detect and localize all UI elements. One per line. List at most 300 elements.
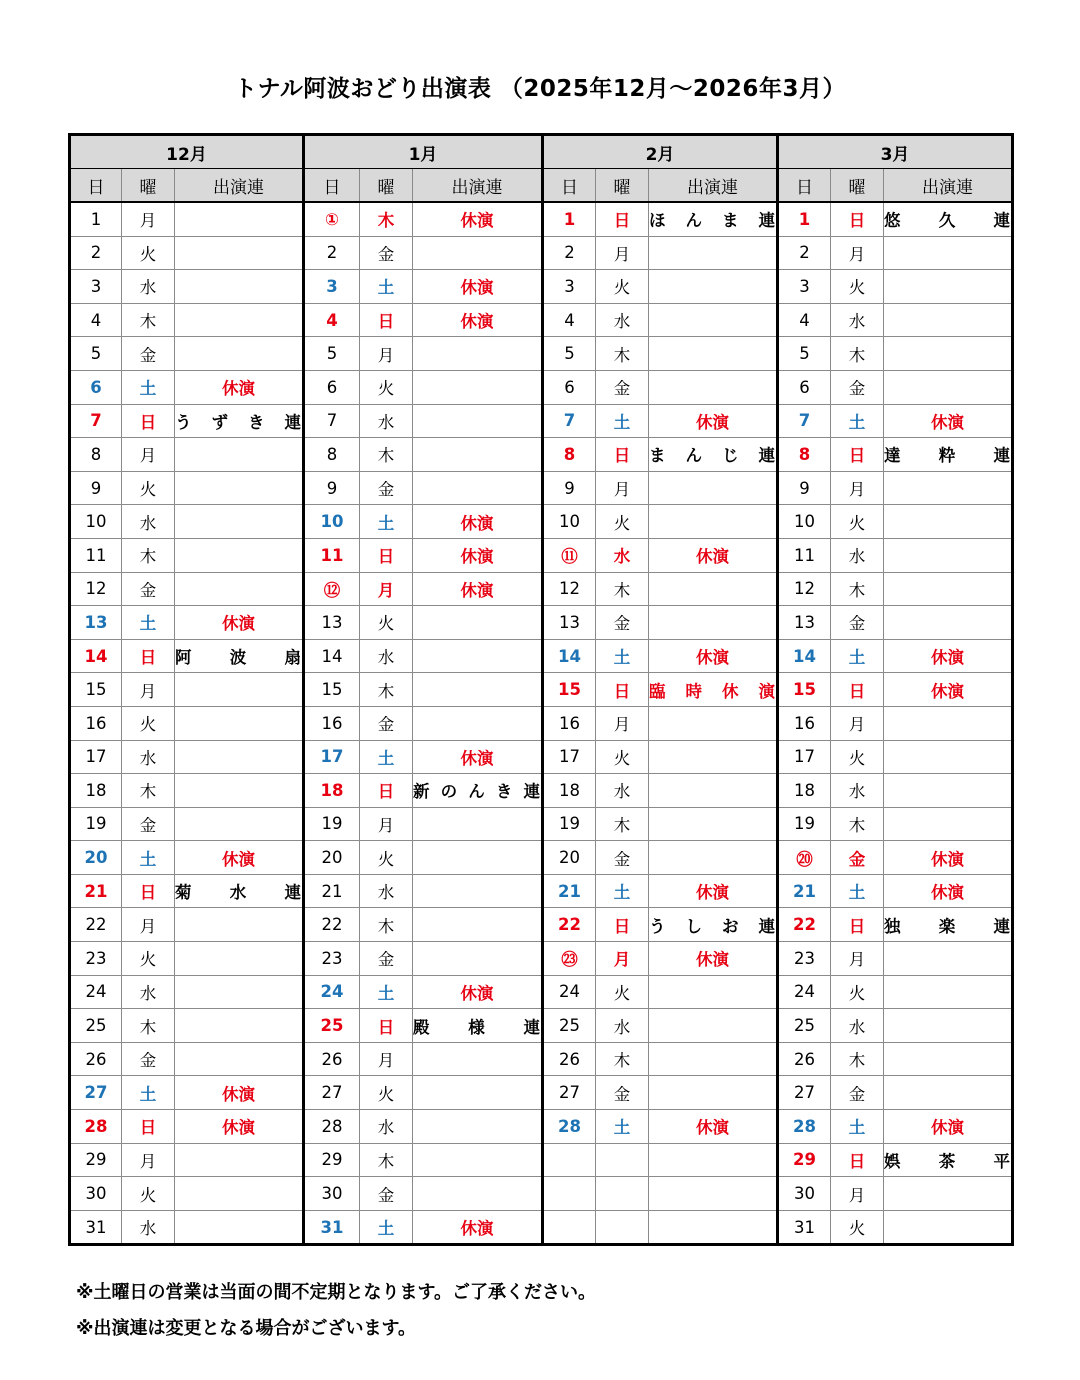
performer-cell — [649, 706, 778, 740]
weekday-cell: 木 — [596, 572, 649, 606]
performer-cell — [175, 202, 304, 236]
performer-cell: 休演 — [413, 1210, 543, 1245]
performer-cell — [649, 1210, 778, 1245]
weekday-header: 曜 — [360, 169, 413, 203]
performer-cell: 臨時休演 — [649, 673, 778, 707]
performer-cell — [649, 370, 778, 404]
weekday-cell: 金 — [360, 1177, 413, 1211]
day-cell: 17 — [70, 740, 122, 774]
day-cell: 5 — [70, 337, 122, 371]
weekday-cell: 金 — [360, 706, 413, 740]
day-cell: 4 — [304, 303, 360, 337]
day-cell: 5 — [304, 337, 360, 371]
performer-cell — [175, 706, 304, 740]
performer-cell: 達粋連 — [884, 438, 1013, 472]
column-header-row — [70, 169, 1013, 203]
weekday-cell: 月 — [831, 942, 884, 976]
weekday-cell — [596, 1177, 649, 1211]
month-label: 2月 — [543, 135, 778, 169]
weekday-cell: 火 — [831, 1210, 884, 1245]
performer-cell — [175, 572, 304, 606]
weekday-cell: 金 — [831, 370, 884, 404]
weekday-cell: 木 — [596, 807, 649, 841]
weekday-cell: 金 — [596, 1076, 649, 1110]
day-cell: 12 — [70, 572, 122, 606]
performer-header: 出演連 — [884, 169, 1013, 203]
day-cell: 25 — [70, 1009, 122, 1043]
performer-cell — [649, 606, 778, 640]
day-cell: 9 — [70, 471, 122, 505]
performer-cell — [413, 673, 543, 707]
day-cell: 9 — [778, 471, 831, 505]
weekday-cell: 木 — [596, 337, 649, 371]
day-cell: 25 — [778, 1009, 831, 1043]
day-cell: ① — [304, 202, 360, 236]
performer-cell: 休演 — [413, 202, 543, 236]
performer-cell — [649, 1009, 778, 1043]
performer-cell — [884, 740, 1013, 774]
weekday-cell: 土 — [596, 874, 649, 908]
day-cell: 27 — [70, 1076, 122, 1110]
weekday-cell: 月 — [122, 908, 175, 942]
day-cell: 15 — [70, 673, 122, 707]
day-cell: 13 — [304, 606, 360, 640]
day-cell: 15 — [543, 673, 596, 707]
weekday-cell: 水 — [360, 404, 413, 438]
performer-cell — [884, 572, 1013, 606]
day-cell: 8 — [70, 438, 122, 472]
day-cell: 3 — [543, 270, 596, 304]
weekday-cell: 日 — [831, 908, 884, 942]
day-cell: 15 — [304, 673, 360, 707]
performer-cell — [175, 1177, 304, 1211]
weekday-cell: 日 — [360, 774, 413, 808]
performer-cell — [413, 807, 543, 841]
performer-cell: 休演 — [649, 942, 778, 976]
performer-cell — [413, 1042, 543, 1076]
day-cell: 28 — [778, 1110, 831, 1144]
weekday-header: 曜 — [831, 169, 884, 203]
table-row — [70, 337, 1013, 371]
performer-cell — [649, 740, 778, 774]
day-cell: 25 — [304, 1009, 360, 1043]
day-cell: 29 — [778, 1143, 831, 1177]
day-cell: 11 — [304, 538, 360, 572]
day-cell: 22 — [543, 908, 596, 942]
weekday-cell: 火 — [831, 975, 884, 1009]
day-cell: 3 — [70, 270, 122, 304]
weekday-cell: 月 — [122, 673, 175, 707]
day-cell: 31 — [304, 1210, 360, 1245]
weekday-cell: 日 — [831, 1143, 884, 1177]
performer-cell: 休演 — [649, 639, 778, 673]
weekday-cell: 土 — [831, 874, 884, 908]
day-cell: 4 — [778, 303, 831, 337]
performer-cell — [413, 1143, 543, 1177]
day-cell: 14 — [304, 639, 360, 673]
day-cell: 23 — [304, 942, 360, 976]
performer-cell — [175, 1009, 304, 1043]
performer-cell: 休演 — [413, 538, 543, 572]
performer-cell — [884, 1042, 1013, 1076]
weekday-cell: 月 — [122, 202, 175, 236]
weekday-cell: 土 — [360, 1210, 413, 1245]
weekday-cell: 土 — [122, 606, 175, 640]
day-cell: 21 — [70, 874, 122, 908]
weekday-cell: 水 — [596, 303, 649, 337]
weekday-cell: 水 — [831, 303, 884, 337]
performer-cell: ほんま連 — [649, 202, 778, 236]
performer-cell — [413, 639, 543, 673]
weekday-cell: 木 — [360, 673, 413, 707]
table-row — [70, 236, 1013, 270]
day-cell: 11 — [778, 538, 831, 572]
weekday-cell: 木 — [360, 908, 413, 942]
weekday-cell: 土 — [360, 975, 413, 1009]
month-label: 12月 — [70, 135, 304, 169]
day-cell: 8 — [778, 438, 831, 472]
weekday-cell: 木 — [122, 303, 175, 337]
day-cell: 4 — [70, 303, 122, 337]
schedule-body — [70, 202, 1013, 1245]
performer-cell: うずき連 — [175, 404, 304, 438]
day-cell: 30 — [70, 1177, 122, 1211]
day-cell: 1 — [778, 202, 831, 236]
day-cell: 2 — [70, 236, 122, 270]
performer-cell — [413, 236, 543, 270]
performer-cell: 悠久連 — [884, 202, 1013, 236]
day-cell: 6 — [778, 370, 831, 404]
performer-cell: 休演 — [649, 404, 778, 438]
weekday-cell: 水 — [122, 505, 175, 539]
day-cell: 5 — [778, 337, 831, 371]
performer-cell — [175, 1210, 304, 1245]
weekday-cell: 火 — [596, 270, 649, 304]
performer-cell — [175, 774, 304, 808]
weekday-cell: 土 — [831, 1110, 884, 1144]
weekday-cell: 火 — [831, 505, 884, 539]
note-changes: ※出演連は変更となる場合がございます。 — [76, 1318, 417, 1339]
weekday-cell: 水 — [831, 538, 884, 572]
performer-cell: 休演 — [175, 1110, 304, 1144]
day-cell: 24 — [778, 975, 831, 1009]
weekday-cell: 木 — [360, 202, 413, 236]
notes — [76, 1278, 596, 1350]
day-cell: 18 — [543, 774, 596, 808]
month-header-row — [70, 135, 1013, 169]
weekday-cell: 火 — [596, 975, 649, 1009]
performer-cell: 休演 — [884, 404, 1013, 438]
performer-cell — [649, 337, 778, 371]
performer-cell — [649, 807, 778, 841]
day-cell: 10 — [543, 505, 596, 539]
performer-cell: 休演 — [884, 874, 1013, 908]
weekday-cell: 木 — [360, 438, 413, 472]
performer-cell — [413, 606, 543, 640]
performer-header: 出演連 — [413, 169, 543, 203]
performer-cell — [884, 505, 1013, 539]
performer-cell — [884, 1076, 1013, 1110]
performer-cell: 休演 — [413, 303, 543, 337]
weekday-cell: 火 — [596, 740, 649, 774]
day-cell: 26 — [304, 1042, 360, 1076]
weekday-cell: 日 — [122, 1110, 175, 1144]
day-cell: 17 — [778, 740, 831, 774]
performer-cell — [175, 1042, 304, 1076]
weekday-cell: 日 — [831, 438, 884, 472]
weekday-cell: 土 — [122, 370, 175, 404]
weekday-cell: 土 — [596, 404, 649, 438]
weekday-cell: 水 — [122, 740, 175, 774]
performer-cell — [413, 471, 543, 505]
table-row — [70, 471, 1013, 505]
day-cell: ⑫ — [304, 572, 360, 606]
day-cell: 19 — [304, 807, 360, 841]
day-cell: 29 — [70, 1143, 122, 1177]
weekday-cell: 火 — [360, 1076, 413, 1110]
table-row — [70, 270, 1013, 304]
performer-cell — [884, 942, 1013, 976]
performer-cell: 休演 — [413, 572, 543, 606]
day-cell: 6 — [70, 370, 122, 404]
day-cell: 3 — [778, 270, 831, 304]
day-cell: 3 — [304, 270, 360, 304]
day-cell: 31 — [778, 1210, 831, 1245]
month-label: 3月 — [778, 135, 1013, 169]
day-cell: 6 — [304, 370, 360, 404]
day-cell: 18 — [778, 774, 831, 808]
performer-cell — [413, 841, 543, 875]
day-cell: 24 — [304, 975, 360, 1009]
table-row — [70, 505, 1013, 539]
schedule-table — [68, 133, 1014, 1246]
day-cell: 28 — [70, 1110, 122, 1144]
day-cell: 18 — [70, 774, 122, 808]
performer-header: 出演連 — [649, 169, 778, 203]
weekday-cell: 金 — [831, 606, 884, 640]
weekday-cell: 水 — [122, 1210, 175, 1245]
performer-cell — [884, 1177, 1013, 1211]
day-cell: 21 — [543, 874, 596, 908]
weekday-cell: 月 — [360, 807, 413, 841]
weekday-cell: 月 — [360, 1042, 413, 1076]
weekday-cell: 金 — [360, 942, 413, 976]
day-cell: 28 — [543, 1110, 596, 1144]
day-cell: 2 — [304, 236, 360, 270]
weekday-cell: 金 — [831, 1076, 884, 1110]
performer-cell — [649, 236, 778, 270]
performer-cell: 休演 — [649, 538, 778, 572]
performer-cell — [649, 505, 778, 539]
day-cell: 18 — [304, 774, 360, 808]
day-cell: ⑪ — [543, 538, 596, 572]
performer-cell — [649, 774, 778, 808]
performer-cell: 殿様連 — [413, 1009, 543, 1043]
table-row — [70, 1076, 1013, 1110]
day-cell: 19 — [70, 807, 122, 841]
weekday-cell: 水 — [122, 975, 175, 1009]
weekday-cell: 土 — [360, 270, 413, 304]
weekday-cell: 火 — [360, 370, 413, 404]
day-cell: 10 — [304, 505, 360, 539]
table-row — [70, 975, 1013, 1009]
performer-cell: 休演 — [884, 841, 1013, 875]
table-row — [70, 673, 1013, 707]
day-cell: 22 — [70, 908, 122, 942]
table-row — [70, 370, 1013, 404]
weekday-cell: 土 — [360, 505, 413, 539]
performer-cell — [175, 1143, 304, 1177]
day-cell: 16 — [778, 706, 831, 740]
day-cell: 1 — [543, 202, 596, 236]
performer-cell: 休演 — [175, 841, 304, 875]
day-cell: 12 — [543, 572, 596, 606]
performer-cell — [175, 236, 304, 270]
day-cell: 17 — [304, 740, 360, 774]
day-cell: 7 — [543, 404, 596, 438]
performer-cell: 娯茶平 — [884, 1143, 1013, 1177]
performer-cell — [413, 1076, 543, 1110]
weekday-cell: 土 — [122, 1076, 175, 1110]
weekday-cell: 月 — [596, 942, 649, 976]
table-row — [70, 908, 1013, 942]
weekday-cell: 月 — [122, 1143, 175, 1177]
day-cell: 10 — [778, 505, 831, 539]
performer-cell — [175, 438, 304, 472]
day-cell: 19 — [778, 807, 831, 841]
weekday-cell: 水 — [122, 270, 175, 304]
weekday-cell: 月 — [360, 337, 413, 371]
performer-cell — [175, 975, 304, 1009]
performer-cell — [884, 606, 1013, 640]
performer-cell — [175, 908, 304, 942]
day-cell: 13 — [543, 606, 596, 640]
performer-cell — [413, 337, 543, 371]
performer-cell: 休演 — [884, 673, 1013, 707]
weekday-cell: 日 — [831, 673, 884, 707]
performer-cell — [649, 841, 778, 875]
performer-cell — [175, 270, 304, 304]
weekday-cell: 日 — [360, 538, 413, 572]
performer-cell: 休演 — [175, 606, 304, 640]
weekday-cell: 木 — [122, 538, 175, 572]
weekday-cell: 金 — [596, 606, 649, 640]
weekday-cell — [596, 1143, 649, 1177]
day-header: 日 — [543, 169, 596, 203]
performer-cell: 休演 — [649, 1110, 778, 1144]
weekday-cell: 日 — [122, 874, 175, 908]
day-cell: 14 — [778, 639, 831, 673]
note-saturday: ※土曜日の営業は当面の間不定期となります。ご了承ください。 — [76, 1282, 597, 1303]
page-title: トナル阿波おどり出演表 （2025年12月～2026年3月） — [234, 76, 846, 102]
day-cell: 19 — [543, 807, 596, 841]
table-row — [70, 639, 1013, 673]
weekday-cell: 日 — [360, 1009, 413, 1043]
table-row — [70, 841, 1013, 875]
day-cell: 27 — [304, 1076, 360, 1110]
performer-cell: 休演 — [884, 639, 1013, 673]
table-row — [70, 1110, 1013, 1144]
weekday-cell: 火 — [122, 236, 175, 270]
day-header: 日 — [70, 169, 122, 203]
table-row — [70, 538, 1013, 572]
weekday-cell: 月 — [596, 706, 649, 740]
day-cell: 26 — [70, 1042, 122, 1076]
performer-cell — [413, 706, 543, 740]
weekday-header: 曜 — [596, 169, 649, 203]
performer-cell — [884, 236, 1013, 270]
weekday-cell: 日 — [831, 202, 884, 236]
weekday-cell: 木 — [122, 774, 175, 808]
performer-cell — [175, 942, 304, 976]
performer-cell: 休演 — [649, 874, 778, 908]
day-cell: 6 — [543, 370, 596, 404]
performer-cell — [175, 505, 304, 539]
weekday-cell: 木 — [360, 1143, 413, 1177]
table-row — [70, 303, 1013, 337]
weekday-cell: 月 — [831, 706, 884, 740]
performer-cell — [884, 538, 1013, 572]
performer-cell — [649, 1143, 778, 1177]
table-row — [70, 942, 1013, 976]
weekday-cell: 月 — [831, 236, 884, 270]
performer-cell: 休演 — [884, 1110, 1013, 1144]
day-cell: 16 — [304, 706, 360, 740]
performer-cell — [649, 1177, 778, 1211]
day-cell: 27 — [543, 1076, 596, 1110]
weekday-cell: 月 — [596, 236, 649, 270]
performer-cell — [413, 1177, 543, 1211]
weekday-cell: 金 — [122, 807, 175, 841]
month-label: 1月 — [304, 135, 543, 169]
performer-cell — [884, 975, 1013, 1009]
day-cell: 2 — [543, 236, 596, 270]
day-cell: 8 — [304, 438, 360, 472]
weekday-cell: 日 — [596, 673, 649, 707]
weekday-cell: 月 — [360, 572, 413, 606]
weekday-cell: 水 — [360, 639, 413, 673]
day-cell: 11 — [70, 538, 122, 572]
day-cell: 31 — [70, 1210, 122, 1245]
weekday-cell: 土 — [596, 1110, 649, 1144]
weekday-cell: 水 — [831, 1009, 884, 1043]
weekday-cell: 土 — [122, 841, 175, 875]
table-row — [70, 1009, 1013, 1043]
day-cell: 8 — [543, 438, 596, 472]
weekday-cell: 月 — [831, 1177, 884, 1211]
weekday-cell — [596, 1210, 649, 1245]
day-cell: 16 — [70, 706, 122, 740]
performer-cell — [649, 1042, 778, 1076]
day-cell: ㉓ — [543, 942, 596, 976]
day-cell: 4 — [543, 303, 596, 337]
performer-cell — [884, 1009, 1013, 1043]
day-cell: 7 — [70, 404, 122, 438]
table-row — [70, 1210, 1013, 1245]
day-cell: 2 — [778, 236, 831, 270]
weekday-cell: 日 — [596, 908, 649, 942]
day-cell: 14 — [70, 639, 122, 673]
weekday-cell: 金 — [831, 841, 884, 875]
weekday-cell: 水 — [831, 774, 884, 808]
table-row — [70, 807, 1013, 841]
table-row — [70, 740, 1013, 774]
performer-cell — [884, 303, 1013, 337]
day-cell: ⑳ — [778, 841, 831, 875]
weekday-cell: 火 — [122, 471, 175, 505]
day-cell: 13 — [70, 606, 122, 640]
day-cell: 20 — [70, 841, 122, 875]
